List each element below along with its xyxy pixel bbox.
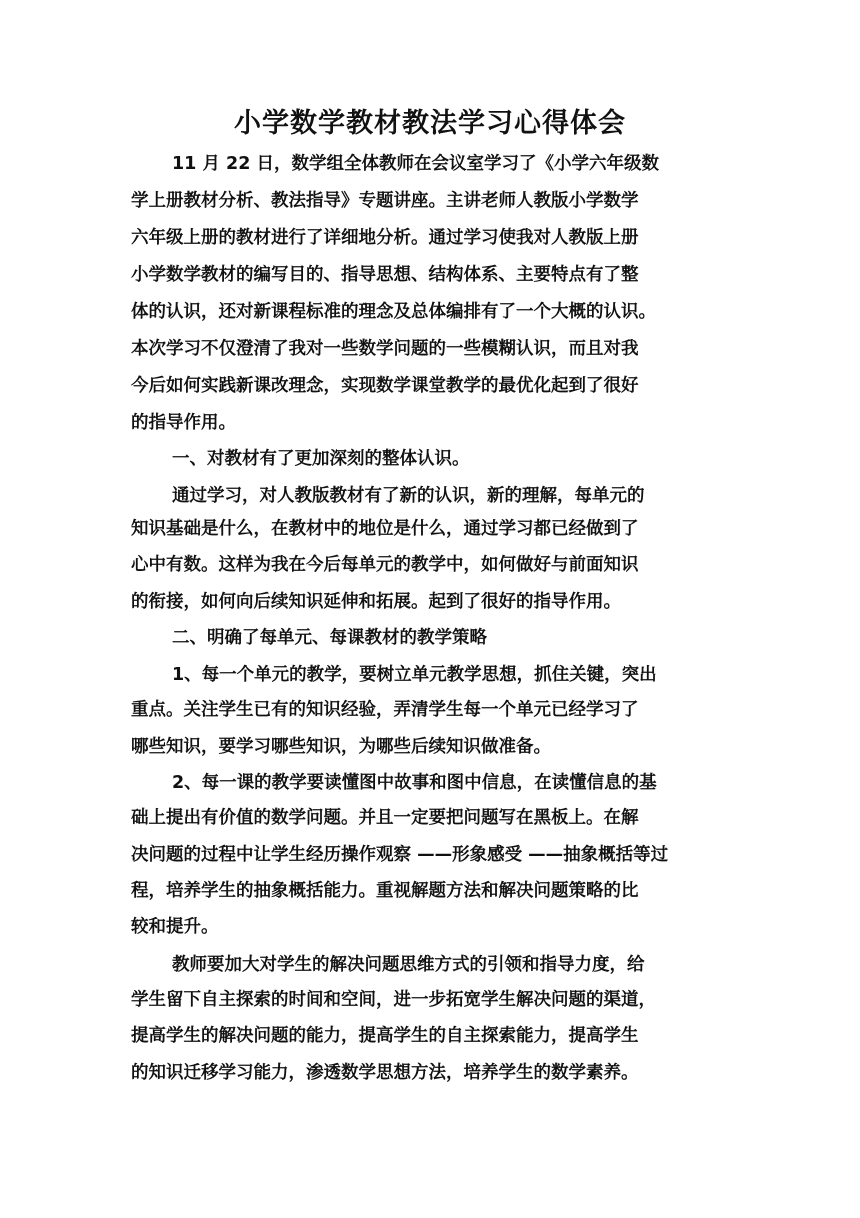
text-line: 的指导作用。 [131,413,236,433]
text-line: 重点。关注学生已有的知识经验，弄清学生每一个单元已经学习了 [131,700,639,720]
text-line: 六年级上册的教材进行了详细地分析。通过学习使我对人教版上册 [131,228,639,248]
text-line: 11 月 22 日，数学组全体教师在会议室学习了《小学六年级数 [172,154,659,174]
text-line: 程，培养学生的抽象概括能力。重视解题方法和解决问题策略的比 [131,881,639,901]
text-line: 知识基础是什么，在教材中的地位是什么，通过学习都已经做到了 [131,519,639,539]
text-line: 的知识迁移学习能力，渗透数学思想方法，培养学生的数学素养。 [131,1063,639,1083]
text-line: 体的认识，还对新课程标准的理念及总体编排有了一个大概的认识。 [131,302,656,322]
text-line: 学上册教材分析、教法指导》专题讲座。主讲老师人教版小学数学 [131,191,639,211]
text-line: 1、每一个单元的教学，要树立单元教学思想，抓住关键，突出 [172,665,657,685]
text-line: 提高学生的解决问题的能力，提高学生的自主探索能力，提高学生 [131,1026,639,1046]
text-line: 2、每一课的教学要读懂图中故事和图中信息，在读懂信息的基 [172,773,657,793]
text-line: 决问题的过程中让学生经历操作观察 ——形象感受 ——抽象概括等过 [131,845,669,865]
text-line: 今后如何实践新课改理念，实现数学课堂教学的最优化起到了很好 [131,376,639,396]
text-line: 的衔接，如何向后续知识延伸和拓展。起到了很好的指导作用。 [131,592,621,612]
text-line: 通过学习，对人教版教材有了新的认识，新的理解，每单元的 [172,486,645,506]
text-line: 较和提升。 [131,917,219,937]
text-line: 心中有数。这样为我在今后每单元的教学中，如何做好与前面知识 [131,555,639,575]
text-line: 学生留下自主探索的时间和空间，进一步拓宽学生解决问题的渠道， [131,990,656,1010]
text-line: 哪些知识，要学习哪些知识，为哪些后续知识做准备。 [131,737,551,757]
text-line: 教师要加大对学生的解决问题思维方式的引领和指导力度，给 [172,955,645,975]
text-line: 础上提出有价值的数学问题。并且一定要把问题写在黑板上。在解 [131,808,639,828]
section-heading: 二、明确了每单元、每课教材的教学策略 [172,628,487,648]
section-heading: 一、对教材有了更加深刻的整体认识。 [172,449,470,469]
text-line: 本次学习不仅澄清了我对一些数学问题的一些模糊认识，而且对我 [131,339,639,359]
document-title: 小学数学教材教法学习心得体会 [234,108,626,139]
text-line: 小学数学教材的编写目的、指导思想、结构体系、主要特点有了整 [131,265,639,285]
